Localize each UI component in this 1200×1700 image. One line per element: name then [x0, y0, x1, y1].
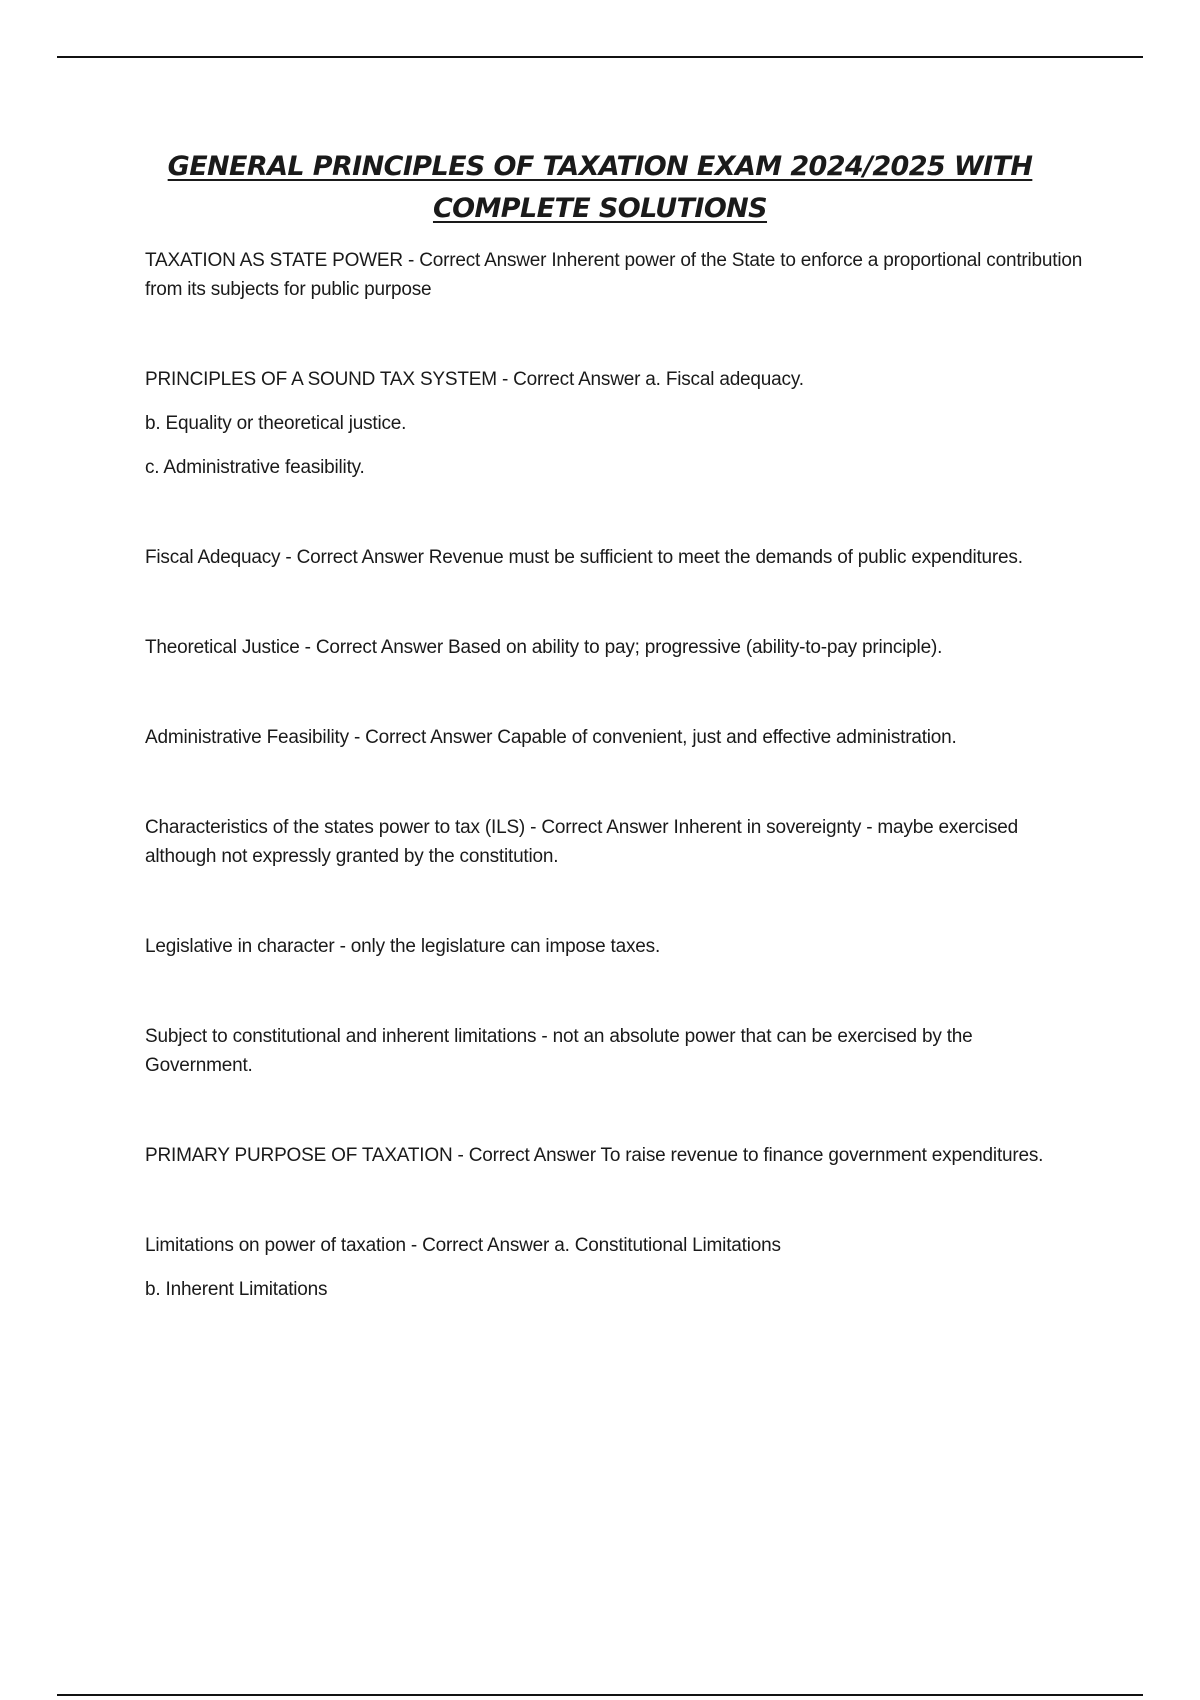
document-body	[145, 246, 1085, 1304]
qa-entry	[145, 633, 1085, 662]
document-title-line-1: GENERAL PRINCIPLES OF TAXATION EXAM 2024/2025 WITH	[167, 151, 1033, 182]
qa-text: TAXATION AS STATE POWER - Correct Answer Inherent power of the State to enforce a proportional contribution from its subjects for public purpose	[145, 250, 1083, 300]
qa-entry	[145, 932, 1085, 961]
qa-entry	[145, 1141, 1085, 1170]
qa-text: PRINCIPLES OF A SOUND TAX SYSTEM - Correct Answer a. Fiscal adequacy.	[145, 369, 804, 390]
qa-entry	[145, 1022, 1085, 1080]
qa-entry	[145, 1231, 1085, 1304]
qa-text: b. Equality or theoretical justice.	[145, 413, 407, 434]
qa-entry	[145, 543, 1085, 572]
qa-text: Administrative Feasibility - Correct Answer Capable of convenient, just and effective administration.	[145, 727, 957, 748]
qa-text: Characteristics of the states power to tax (ILS) - Correct Answer Inherent in sovereignty - maybe exercised although not expressly granted by the constitution.	[145, 817, 1019, 867]
qa-text: Legislative in character - only the legislature can impose taxes.	[145, 936, 661, 957]
header-rule	[57, 56, 1143, 58]
qa-text: Limitations on power of taxation - Correct Answer a. Constitutional Limitations	[145, 1235, 781, 1256]
qa-text: PRIMARY PURPOSE OF TAXATION - Correct Answer To raise revenue to finance government expenditures.	[145, 1145, 1044, 1166]
qa-entry	[145, 813, 1085, 871]
qa-text: Subject to constitutional and inherent limitations - not an absolute power that can be exercised by the Government.	[145, 1026, 973, 1076]
qa-text: b. Inherent Limitations	[145, 1279, 328, 1300]
document-title	[100, 146, 1100, 230]
qa-text: Fiscal Adequacy - Correct Answer Revenue must be sufficient to meet the demands of public expenditures.	[145, 547, 1023, 568]
footer-rule	[57, 1694, 1143, 1696]
qa-text: Theoretical Justice - Correct Answer Based on ability to pay; progressive (ability-to-pay principle).	[145, 637, 943, 658]
qa-entry	[145, 246, 1085, 304]
qa-entry	[145, 365, 1085, 482]
qa-entry	[145, 723, 1085, 752]
qa-text: c. Administrative feasibility.	[145, 457, 365, 478]
document-title-line-2: COMPLETE SOLUTIONS	[432, 193, 768, 224]
